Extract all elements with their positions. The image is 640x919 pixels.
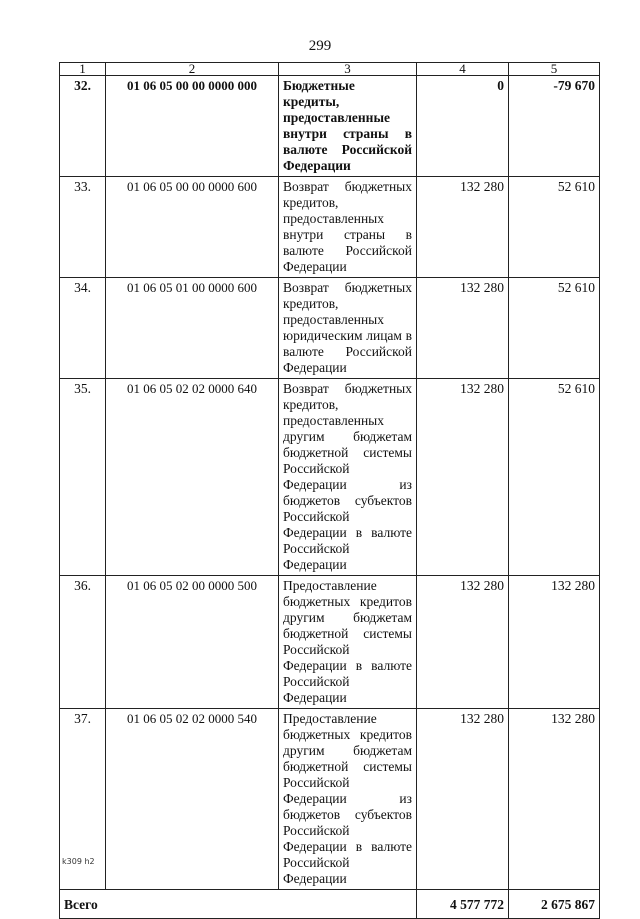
amount-col4: 132 280 (417, 278, 509, 379)
amount-col4: 132 280 (417, 709, 509, 890)
column-header-5: 5 (509, 63, 600, 76)
amount-col4: 132 280 (417, 177, 509, 278)
amount-col4: 0 (417, 76, 509, 177)
amount-col5: 132 280 (509, 576, 600, 709)
row-name: Предоставление бюджетных кредитов другим бюджетам бюджетной системы Российской Федерации в валюте Российской Федерации (279, 576, 417, 709)
budget-sources-table (59, 62, 600, 919)
budget-code: 01 06 05 02 02 0000 540 (106, 709, 279, 890)
row-number: 32. (60, 76, 106, 177)
row-number: 33. (60, 177, 106, 278)
column-header-1: 1 (60, 63, 106, 76)
page-number: 299 (308, 38, 332, 54)
table-row (60, 709, 600, 890)
total-col4: 4 577 772 (417, 890, 509, 919)
table-row (60, 177, 600, 278)
row-name: Возврат бюджетных кредитов, предоставленных юридическим лицам в валюте Российской Федерации (279, 278, 417, 379)
row-number: 36. (60, 576, 106, 709)
table-row (60, 278, 600, 379)
amount-col4: 132 280 (417, 576, 509, 709)
budget-code: 01 06 05 02 02 0000 640 (106, 379, 279, 576)
total-col5: 2 675 867 (509, 890, 600, 919)
amount-col4: 132 280 (417, 379, 509, 576)
table-row (60, 379, 600, 576)
footer-code: k309 h2 (62, 857, 95, 866)
row-number: 34. (60, 278, 106, 379)
row-name: Предоставление бюджетных кредитов другим бюджетам бюджетной системы Российской Федерации из бюджетов субъектов Российской Федерации в валюте Российской Федерации (279, 709, 417, 890)
column-header-3: 3 (279, 63, 417, 76)
total-label: Всего (60, 890, 417, 919)
budget-code: 01 06 05 00 00 0000 600 (106, 177, 279, 278)
row-number: 35. (60, 379, 106, 576)
row-name: Возврат бюджетных кредитов, предоставленных внутри страны в валюте Российской Федерации (279, 177, 417, 278)
row-number: 37. (60, 709, 106, 890)
column-number-header-row (60, 63, 600, 76)
amount-col5: 52 610 (509, 177, 600, 278)
column-header-2: 2 (106, 63, 279, 76)
table-row (60, 576, 600, 709)
budget-code: 01 06 05 01 00 0000 600 (106, 278, 279, 379)
budget-code: 01 06 05 00 00 0000 000 (106, 76, 279, 177)
row-name: Возврат бюджетных кредитов, предоставленных другим бюджетам бюджетной системы Российской Федерации из бюджетов субъектов Российской Федерации в валюте Российской Федерации (279, 379, 417, 576)
row-name: Бюджетные кредиты, предоставленные внутри страны в валюте Российской Федерации (279, 76, 417, 177)
budget-code: 01 06 05 02 00 0000 500 (106, 576, 279, 709)
column-header-4: 4 (417, 63, 509, 76)
amount-col5: 52 610 (509, 379, 600, 576)
amount-col5: -79 670 (509, 76, 600, 177)
amount-col5: 52 610 (509, 278, 600, 379)
total-row (60, 890, 600, 919)
table-row (60, 76, 600, 177)
amount-col5: 132 280 (509, 709, 600, 890)
